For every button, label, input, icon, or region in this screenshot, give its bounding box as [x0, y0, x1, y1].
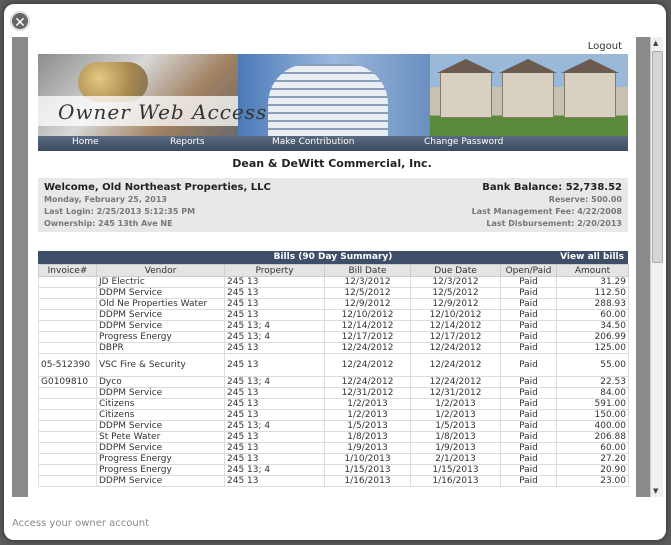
table-cell: 12/3/2012 — [411, 277, 501, 288]
table-cell: 400.00 — [557, 421, 629, 432]
table-cell: 12/24/2012 — [325, 354, 411, 377]
table-cell: Paid — [501, 388, 557, 399]
table-cell: 12/24/2012 — [411, 343, 501, 354]
table-cell: 1/16/2013 — [411, 476, 501, 487]
table-cell: 1/2/2013 — [411, 399, 501, 410]
scroll-up-icon[interactable]: ▲ — [653, 39, 659, 47]
table-cell: 1/8/2013 — [411, 432, 501, 443]
banner-title: Owner Web Access — [58, 100, 268, 124]
table-row[interactable] — [39, 388, 629, 399]
table-cell — [39, 277, 97, 288]
table-cell: Paid — [501, 377, 557, 388]
reserve: Reserve: 500.00 — [548, 195, 622, 204]
table-cell: 12/14/2012 — [325, 321, 411, 332]
table-cell: 12/3/2012 — [325, 277, 411, 288]
col-bill-date[interactable]: Bill Date — [325, 265, 411, 277]
account-summary — [38, 178, 628, 232]
nav-home[interactable]: Home — [72, 137, 99, 147]
table-cell — [39, 454, 97, 465]
table-row[interactable] — [39, 476, 629, 487]
footer-caption: Access your owner account — [12, 518, 149, 529]
main-nav — [38, 136, 628, 151]
embedded-frame — [12, 37, 650, 497]
table-row[interactable] — [39, 454, 629, 465]
table-cell: 55.00 — [557, 354, 629, 377]
table-cell: Citizens — [97, 410, 225, 421]
table-row[interactable] — [39, 321, 629, 332]
table-cell: Paid — [501, 454, 557, 465]
table-cell: 245 13 — [225, 432, 325, 443]
table-cell: 12/17/2012 — [411, 332, 501, 343]
scrollbar[interactable] — [650, 37, 663, 497]
table-cell: DDPM Service — [97, 443, 225, 454]
table-cell: Paid — [501, 354, 557, 377]
table-cell: 34.50 — [557, 321, 629, 332]
col-amount[interactable]: Amount — [557, 265, 629, 277]
table-cell: Paid — [501, 476, 557, 487]
table-cell: 245 13 — [225, 388, 325, 399]
table-cell: 245 13 — [225, 354, 325, 377]
table-cell: 245 13 — [225, 310, 325, 321]
ownership: Ownership: 245 13th Ave NE — [44, 219, 173, 228]
table-cell: 22.53 — [557, 377, 629, 388]
col-invoice[interactable]: Invoice# — [39, 265, 97, 277]
table-cell: St Pete Water — [97, 432, 225, 443]
table-cell: 60.00 — [557, 310, 629, 321]
table-cell: 84.00 — [557, 388, 629, 399]
table-cell: 206.88 — [557, 432, 629, 443]
table-row[interactable] — [39, 465, 629, 476]
table-cell: 1/5/2013 — [325, 421, 411, 432]
table-cell: 12/10/2012 — [411, 310, 501, 321]
table-cell: 27.20 — [557, 454, 629, 465]
table-cell: DBPR — [97, 343, 225, 354]
table-cell: Paid — [501, 421, 557, 432]
table-row[interactable] — [39, 399, 629, 410]
table-cell: 12/9/2012 — [325, 299, 411, 310]
table-row[interactable] — [39, 443, 629, 454]
table-cell: 245 13; 4 — [225, 332, 325, 343]
table-cell: 2/1/2013 — [411, 454, 501, 465]
table-cell: Paid — [501, 399, 557, 410]
table-row[interactable] — [39, 354, 629, 377]
table-cell: 1/5/2013 — [411, 421, 501, 432]
table-cell: Paid — [501, 277, 557, 288]
table-cell — [39, 299, 97, 310]
table-cell: 1/9/2013 — [411, 443, 501, 454]
table-cell: Citizens — [97, 399, 225, 410]
table-cell: Paid — [501, 432, 557, 443]
table-cell: 245 13 — [225, 476, 325, 487]
logout-link[interactable]: Logout — [587, 41, 622, 52]
table-row[interactable] — [39, 421, 629, 432]
table-row[interactable] — [39, 277, 629, 288]
table-row[interactable] — [39, 432, 629, 443]
table-cell: 1/2/2013 — [325, 410, 411, 421]
view-all-bills-link[interactable]: View all bills — [560, 252, 624, 262]
col-due-date[interactable]: Due Date — [411, 265, 501, 277]
table-cell — [39, 476, 97, 487]
table-cell: VSC Fire & Security — [97, 354, 225, 377]
table-cell: 288.93 — [557, 299, 629, 310]
table-cell — [39, 332, 97, 343]
table-cell: 245 13 — [225, 277, 325, 288]
table-cell: Old Ne Properties Water — [97, 299, 225, 310]
table-cell: Paid — [501, 299, 557, 310]
table-cell: 1/16/2013 — [325, 476, 411, 487]
table-cell: 245 13; 4 — [225, 465, 325, 476]
table-cell: Dyco — [97, 377, 225, 388]
table-cell — [39, 465, 97, 476]
nav-change-password[interactable]: Change Password — [424, 137, 504, 147]
bills-title: Bills (90 Day Summary) — [273, 252, 393, 262]
last-disbursement: Last Disbursement: 2/20/2013 — [486, 219, 622, 228]
table-cell: 12/9/2012 — [411, 299, 501, 310]
table-cell: 12/24/2012 — [411, 377, 501, 388]
table-cell — [39, 388, 97, 399]
table-cell: 245 13; 4 — [225, 321, 325, 332]
table-row[interactable] — [39, 410, 629, 421]
table-cell: 12/31/2012 — [325, 388, 411, 399]
table-cell: 31.29 — [557, 277, 629, 288]
bank-balance: Bank Balance: 52,738.52 — [482, 182, 622, 193]
table-row[interactable] — [39, 310, 629, 321]
table-cell: Paid — [501, 465, 557, 476]
table-cell: 245 13 — [225, 454, 325, 465]
table-cell: DDPM Service — [97, 388, 225, 399]
table-row[interactable] — [39, 288, 629, 299]
table-cell: 12/14/2012 — [411, 321, 501, 332]
scroll-down-icon[interactable]: ▼ — [653, 487, 659, 495]
table-cell — [39, 410, 97, 421]
table-cell: 245 13 — [225, 410, 325, 421]
table-cell — [39, 399, 97, 410]
table-row[interactable] — [39, 332, 629, 343]
last-management-fee: Last Management Fee: 4/22/2008 — [471, 207, 622, 216]
table-row[interactable] — [39, 343, 629, 354]
table-cell: 12/10/2012 — [325, 310, 411, 321]
table-cell: 245 13 — [225, 443, 325, 454]
table-cell: 1/10/2013 — [325, 454, 411, 465]
table-cell: JD Electric — [97, 277, 225, 288]
table-cell: 12/17/2012 — [325, 332, 411, 343]
table-cell: 245 13 — [225, 343, 325, 354]
table-cell: DDPM Service — [97, 310, 225, 321]
table-cell: 245 13 — [225, 399, 325, 410]
table-cell: 591.00 — [557, 399, 629, 410]
close-icon[interactable]: ✕ — [10, 11, 30, 31]
table-cell: 1/9/2013 — [325, 443, 411, 454]
table-cell: 150.00 — [557, 410, 629, 421]
nav-make-contribution[interactable]: Make Contribution — [272, 137, 355, 147]
table-cell: Paid — [501, 443, 557, 454]
table-cell — [39, 310, 97, 321]
table-cell: 1/15/2013 — [325, 465, 411, 476]
table-row[interactable] — [39, 299, 629, 310]
table-cell: DDPM Service — [97, 321, 225, 332]
table-cell: Paid — [501, 288, 557, 299]
bills-header — [38, 251, 628, 264]
table-cell: 1/2/2013 — [411, 410, 501, 421]
table-cell: Progress Energy — [97, 332, 225, 343]
table-cell: Paid — [501, 332, 557, 343]
table-cell: 12/31/2012 — [411, 388, 501, 399]
company-name: Dean & DeWitt Commercial, Inc. — [232, 157, 432, 170]
table-cell: DDPM Service — [97, 288, 225, 299]
table-cell: 245 13; 4 — [225, 377, 325, 388]
table-cell: 1/8/2013 — [325, 432, 411, 443]
table-cell — [39, 443, 97, 454]
table-cell: 125.00 — [557, 343, 629, 354]
table-cell: 20.90 — [557, 465, 629, 476]
table-cell: 245 13 — [225, 299, 325, 310]
scrollbar-thumb[interactable] — [652, 51, 663, 263]
table-cell: 05-512390 — [39, 354, 97, 377]
owner-portal-page — [28, 37, 636, 497]
col-property[interactable]: Property — [225, 265, 325, 277]
last-login: Last Login: 2/25/2013 5:12:35 PM — [44, 207, 196, 216]
table-cell: G0109810 — [39, 377, 97, 388]
modal-dialog — [4, 4, 666, 540]
table-cell: Progress Energy — [97, 465, 225, 476]
current-date: Monday, February 25, 2013 — [44, 195, 167, 204]
table-cell: 12/24/2012 — [325, 343, 411, 354]
table-cell: 12/5/2012 — [411, 288, 501, 299]
table-cell: 1/15/2013 — [411, 465, 501, 476]
welcome-text: Welcome, Old Northeast Properties, LLC — [44, 182, 271, 193]
table-cell — [39, 421, 97, 432]
col-vendor[interactable]: Vendor — [97, 265, 225, 277]
bills-table — [38, 264, 629, 487]
nav-reports[interactable]: Reports — [170, 137, 205, 147]
table-cell: 12/24/2012 — [411, 354, 501, 377]
table-cell: 245 13 — [225, 288, 325, 299]
table-cell — [39, 321, 97, 332]
table-cell: 1/2/2013 — [325, 399, 411, 410]
table-cell: Paid — [501, 321, 557, 332]
table-cell — [39, 343, 97, 354]
table-cell: DDPM Service — [97, 476, 225, 487]
table-row[interactable] — [39, 377, 629, 388]
table-cell: Paid — [501, 343, 557, 354]
table-cell: 206.99 — [557, 332, 629, 343]
table-cell — [39, 432, 97, 443]
table-cell: Progress Energy — [97, 454, 225, 465]
header-banner — [38, 54, 628, 136]
table-cell: 245 13; 4 — [225, 421, 325, 432]
table-cell — [39, 288, 97, 299]
table-cell: 12/5/2012 — [325, 288, 411, 299]
col-open-paid[interactable]: Open/Paid — [501, 265, 557, 277]
table-cell: Paid — [501, 410, 557, 421]
table-cell: DDPM Service — [97, 421, 225, 432]
table-cell: 112.50 — [557, 288, 629, 299]
table-cell: 12/24/2012 — [325, 377, 411, 388]
table-cell: Paid — [501, 310, 557, 321]
table-cell: 60.00 — [557, 443, 629, 454]
table-header-row — [39, 265, 629, 277]
houses-photo — [430, 54, 628, 136]
table-cell: 23.00 — [557, 476, 629, 487]
